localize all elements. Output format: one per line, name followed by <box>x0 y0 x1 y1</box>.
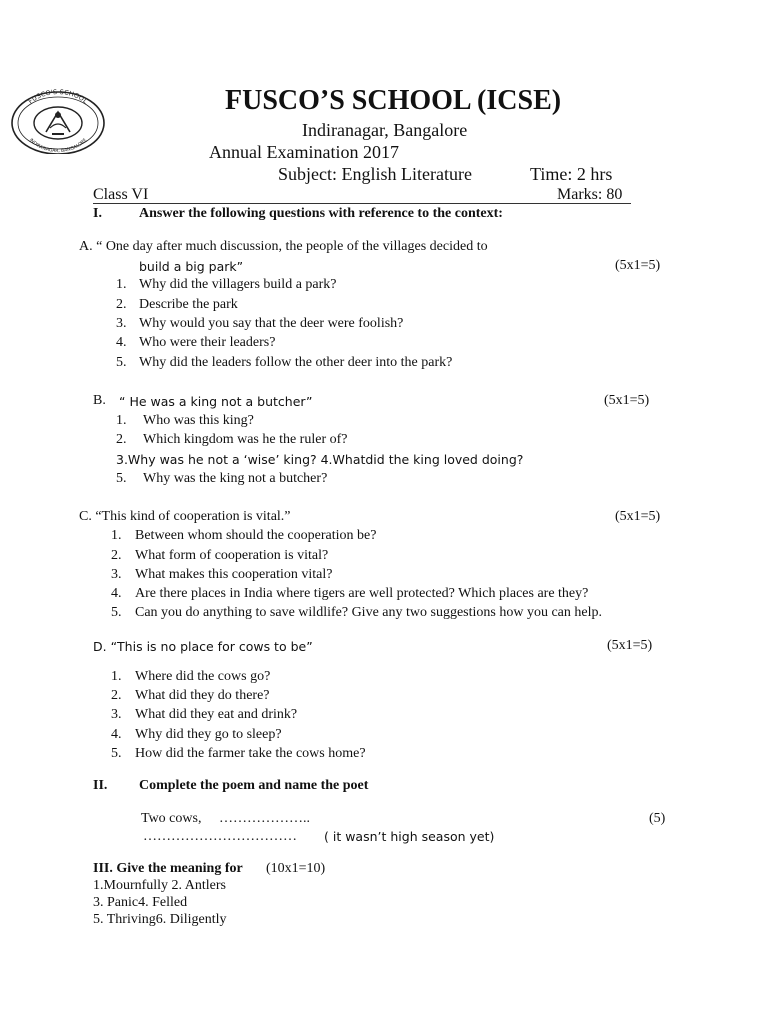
list-item-number: 2. <box>116 297 127 312</box>
list-item-number: 4. <box>111 586 122 601</box>
list-item: Between whom should the cooperation be? <box>135 528 377 543</box>
class-label: Class VI <box>93 186 149 203</box>
section-1-number: I. <box>93 206 102 221</box>
school-name: FUSCO’S SCHOOL (ICSE) <box>225 85 562 116</box>
header-divider <box>93 203 631 204</box>
list-item-number: 2. <box>111 688 122 703</box>
question-c-quote: C. “This kind of cooperation is vital.” <box>79 509 291 524</box>
section-3-title: III. Give the meaning for <box>93 861 243 876</box>
poem-blank-1: ……………….. <box>219 811 310 826</box>
list-item: Where did the cows go? <box>135 669 271 684</box>
question-a-marks: (5x1=5) <box>615 258 661 273</box>
list-item: Can you do anything to save wildlife? Give any two suggestions how you can help. <box>135 605 602 620</box>
list-item-number: 5. <box>116 355 127 370</box>
list-item-number: 1. <box>111 528 122 543</box>
list-item: Which kingdom was he the ruler of? <box>143 432 348 447</box>
question-b-marks: (5x1=5) <box>604 393 650 408</box>
list-item: Who were their leaders? <box>139 335 276 350</box>
list-item-number: 5. <box>116 471 127 486</box>
question-d-quote: D. “This is no place for cows to be” <box>93 639 313 654</box>
list-item: Why would you say that the deer were foolish? <box>139 316 404 331</box>
section-1-title: Answer the following questions with reference to the context: <box>139 206 503 221</box>
meaning-line-1: 1.Mournfully 2. Antlers <box>93 878 226 893</box>
time-allowed: Time: 2 hrs <box>530 164 613 184</box>
list-item: Why was the king not a butcher? <box>143 471 328 486</box>
question-a-quote: A. “ One day after much discussion, the people of the villages decided to <box>79 239 488 254</box>
list-item: What did they do there? <box>135 688 270 703</box>
section-2-number: II. <box>93 778 108 793</box>
question-b-quote: “ He was a king not a butcher” <box>119 394 313 409</box>
section-2-title: Complete the poem and name the poet <box>139 778 369 793</box>
question-c-marks: (5x1=5) <box>615 509 661 524</box>
exam-title: Annual Examination 2017 <box>209 142 399 162</box>
list-item-number: 2. <box>111 548 122 563</box>
list-item-number: 2. <box>116 432 127 447</box>
question-b-letter: B. <box>93 393 106 408</box>
list-item-number: 5. <box>111 605 122 620</box>
poem-line-1: Two cows, <box>141 811 202 826</box>
list-item: Why did the villagers build a park? <box>139 277 337 292</box>
list-item: Who was this king? <box>143 413 254 428</box>
question-d-marks: (5x1=5) <box>607 638 653 653</box>
question-a-quote-cont: build a big park” <box>139 259 244 274</box>
svg-text:FUSCO'S SCHOOL: FUSCO'S SCHOOL <box>26 88 90 106</box>
svg-text:INDIRANAGAR, BANGALORE: INDIRANAGAR, BANGALORE <box>27 137 89 154</box>
meaning-line-2: 3. Panic4. Felled <box>93 895 188 910</box>
list-item: Why did the leaders follow the other deer into the park? <box>139 355 453 370</box>
list-item-number: 4. <box>111 727 122 742</box>
poem-line-2-end: ( it wasn’t high season yet) <box>324 829 495 844</box>
list-item: Describe the park <box>139 297 238 312</box>
subject-line: Subject: English Literature <box>278 164 472 184</box>
list-item-number: 4. <box>116 335 127 350</box>
poem-blank-2: …………………………… <box>143 829 297 844</box>
school-location: Indiranagar, Bangalore <box>302 120 468 140</box>
section-3-marks: (10x1=10) <box>266 861 326 876</box>
list-item-merged: 3.Why was he not a ‘wise’ king? 4.Whatdid the king loved doing? <box>116 452 524 467</box>
marks-total: Marks: 80 <box>557 186 623 203</box>
list-item-number: 3. <box>111 567 122 582</box>
list-item-number: 5. <box>111 746 122 761</box>
section-2-marks: (5) <box>649 811 666 826</box>
list-item: What form of cooperation is vital? <box>135 548 329 563</box>
list-item: Why did they go to sleep? <box>135 727 282 742</box>
list-item-number: 3. <box>116 316 127 331</box>
list-item-number: 1. <box>111 669 122 684</box>
meaning-line-3: 5. Thriving6. Diligently <box>93 912 227 927</box>
list-item: What makes this cooperation vital? <box>135 567 333 582</box>
list-item-number: 1. <box>116 413 127 428</box>
list-item: Are there places in India where tigers are well protected? Which places are they? <box>135 586 589 601</box>
school-seal-logo <box>8 88 108 154</box>
list-item-number: 3. <box>111 707 122 722</box>
list-item-number: 1. <box>116 277 127 292</box>
list-item: What did they eat and drink? <box>135 707 298 722</box>
list-item: How did the farmer take the cows home? <box>135 746 366 761</box>
